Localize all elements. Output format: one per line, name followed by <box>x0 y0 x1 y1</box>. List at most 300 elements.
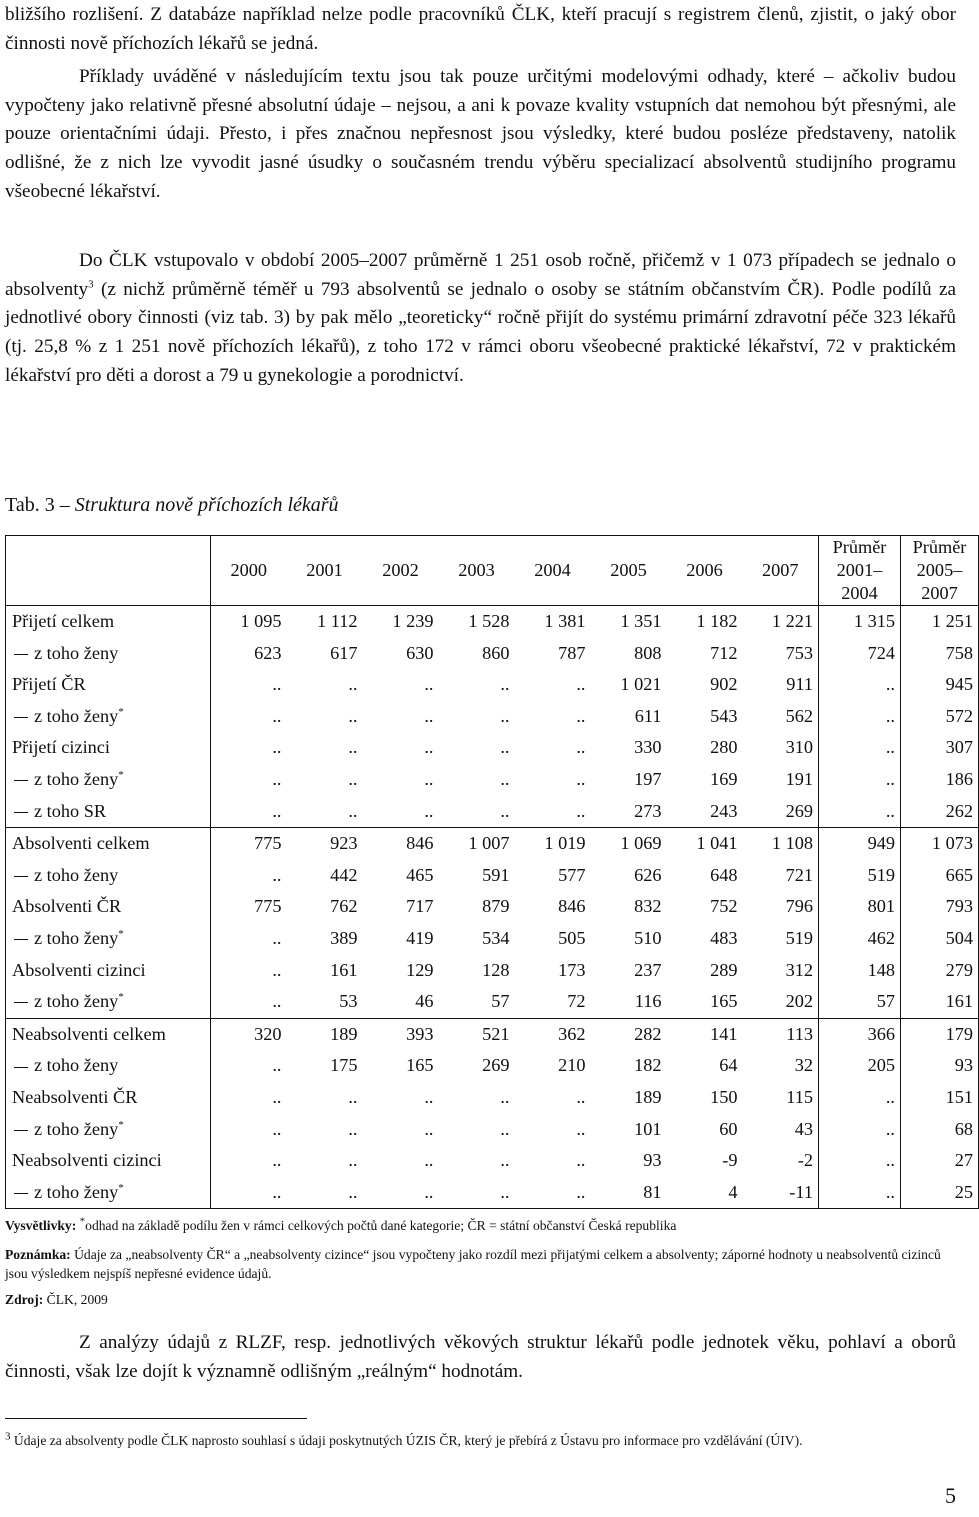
table-cell: .. <box>211 1114 287 1146</box>
table-cell: -2 <box>797 1150 813 1171</box>
table-cell: .. <box>819 796 901 828</box>
table-cell: 205 <box>819 1050 901 1082</box>
header-year: 2005 <box>591 536 667 606</box>
table-cell: .. <box>211 669 287 701</box>
footnote-ref: 3 <box>88 278 94 291</box>
table-cell: 846 <box>406 833 434 854</box>
table-cell: .. <box>500 705 510 726</box>
table-cell: 860 <box>482 642 510 663</box>
table-cell: 665 <box>901 860 979 892</box>
table-cell: 1 073 <box>901 828 979 860</box>
table-row <box>6 828 979 860</box>
table-cell: 210 <box>558 1055 586 1076</box>
table-cell: 173 <box>558 959 586 980</box>
table-cell: 116 <box>591 986 667 1018</box>
dash-mark <box>14 717 28 718</box>
table-cell: .. <box>500 1086 510 1107</box>
table-cell: 1 528 <box>468 611 510 631</box>
row-label <box>6 701 211 733</box>
table-cell: 1 069 <box>620 833 662 854</box>
table-cell: .. <box>211 764 287 796</box>
row-label <box>6 1114 211 1146</box>
dash-mark <box>14 654 28 655</box>
paragraph-intro: bližšího rozlišení. Z databáze například nelze podle pracovníků ČLK, kteří pracují s registrem členů, zjistit, o jaký obor činnosti nově příchozích lékařů se jedná. <box>5 4 956 54</box>
data-table <box>5 535 979 1209</box>
table-cell: 721 <box>785 864 813 885</box>
table-cell: 879 <box>482 896 510 917</box>
table-caption <box>5 492 339 518</box>
table-cell: 762 <box>330 896 358 917</box>
table-row <box>6 1050 979 1082</box>
row-label-text: z toho ženy <box>34 768 119 789</box>
table-cell: 25 <box>901 1177 979 1209</box>
table-cell: 419 <box>406 927 434 948</box>
estimate-star: * <box>118 705 124 718</box>
table-cell: 758 <box>901 638 979 670</box>
table-cell: .. <box>500 1118 510 1139</box>
table-cell: 393 <box>406 1023 434 1044</box>
table-cell: .. <box>363 796 439 828</box>
table-cell: 243 <box>667 796 743 828</box>
table-cell: .. <box>576 737 586 758</box>
row-label-text: Neabsolventi cizinci <box>12 1150 162 1171</box>
table-cell: .. <box>576 1118 586 1139</box>
note-explanations-label: Vysvětlivky: <box>5 1218 77 1233</box>
row-label <box>6 860 211 892</box>
table-cell: 1 315 <box>819 606 901 638</box>
note-remark-text: Údaje za „neabsolventy ČR“ a „neabsolventy cizince“ jsou vypočteny jako rozdíl mezi přijatými celkem a absolventy; záporné hodnoty u neabsolventů cizinců jsou výsledkem nejspíš nepřesné evidence údajů. <box>5 1247 941 1281</box>
row-label-text: Absolventi cizinci <box>12 959 146 980</box>
table-cell: 72 <box>515 986 591 1018</box>
table-cell: 796 <box>785 896 813 917</box>
table-cell: .. <box>500 737 510 758</box>
table-cell: .. <box>348 1150 358 1171</box>
table-cell: 504 <box>901 923 979 955</box>
table-cell: .. <box>211 732 287 764</box>
table-cell: 611 <box>634 705 662 726</box>
header-year: 2007 <box>743 536 819 606</box>
table-cell: .. <box>211 1145 287 1177</box>
table-cell: 591 <box>482 864 510 885</box>
row-label-text: z toho ženy <box>34 1055 119 1076</box>
table-cell: .. <box>211 796 287 828</box>
table-cell: 189 <box>634 1086 662 1107</box>
table-cell: 362 <box>558 1023 586 1044</box>
table-cell: .. <box>211 1050 287 1082</box>
table-cell: .. <box>424 705 434 726</box>
table-cell: 150 <box>710 1086 738 1107</box>
table-cell: 53 <box>287 986 363 1018</box>
table-cell: .. <box>819 1145 901 1177</box>
table-cell: 510 <box>634 927 662 948</box>
table-cell: 289 <box>710 959 738 980</box>
table-caption-label: Tab. 3 <box>5 494 55 516</box>
table-cell: .. <box>348 674 358 695</box>
header-year: 2003 <box>439 536 515 606</box>
table-cell: .. <box>424 1150 434 1171</box>
header-year: 2006 <box>667 536 743 606</box>
note-source-label: Zdroj: <box>5 1292 44 1307</box>
table-cell: 129 <box>406 959 434 980</box>
row-label-text: z toho ženy <box>34 642 119 663</box>
table-row <box>6 1177 979 1209</box>
table-cell: 442 <box>330 864 358 885</box>
table-cell: 923 <box>330 833 358 854</box>
row-label-text: Přijetí cizinci <box>12 737 110 758</box>
table-cell: 165 <box>667 986 743 1018</box>
table-row <box>6 891 979 923</box>
table-cell: 115 <box>786 1086 813 1107</box>
note-explanations <box>5 1216 955 1235</box>
table-cell: 945 <box>901 669 979 701</box>
row-label <box>6 955 211 987</box>
table-cell: 1 108 <box>771 833 813 854</box>
table-cell: .. <box>576 768 586 789</box>
table-cell: .. <box>424 1118 434 1139</box>
header-year: 2000 <box>211 536 287 606</box>
table-cell: .. <box>819 1177 901 1209</box>
note-star: * <box>79 1215 86 1228</box>
table-cell: 1 221 <box>771 611 813 631</box>
table-cell: -11 <box>743 1177 819 1209</box>
note-explanations-text: odhad na základě podílu žen v rámci celkových počtů dané kategorie; ČR = státní občanství Česká republika <box>85 1218 677 1233</box>
footnote-mark: 3 <box>5 1430 11 1443</box>
table-cell: .. <box>211 1177 287 1209</box>
table-cell: .. <box>819 1114 901 1146</box>
table-cell: 186 <box>901 764 979 796</box>
table-caption-sep: – <box>59 494 70 516</box>
dash-mark <box>14 1130 28 1131</box>
dash-mark <box>14 1067 28 1068</box>
table-cell: 1 041 <box>696 833 738 854</box>
table-cell: 949 <box>819 828 901 860</box>
table-row <box>6 955 979 987</box>
row-label <box>6 828 211 860</box>
table-cell: 101 <box>634 1118 662 1139</box>
row-label-text: z toho ženy <box>34 705 119 726</box>
table-row <box>6 1082 979 1114</box>
row-label-text: Přijetí ČR <box>12 674 86 695</box>
table-cell: 1 351 <box>620 611 662 631</box>
row-label <box>6 986 211 1018</box>
table-cell: 182 <box>634 1055 662 1076</box>
table-cell: 161 <box>901 986 979 1018</box>
row-label-text: z toho SR <box>34 800 107 821</box>
row-label-text: Absolventi celkem <box>12 833 150 854</box>
row-label <box>6 638 211 670</box>
table-cell: 724 <box>819 638 901 670</box>
footnote-divider <box>5 1418 307 1419</box>
table-cell: .. <box>819 732 901 764</box>
row-label-text: Neabsolventi ČR <box>12 1086 138 1107</box>
table-cell: 312 <box>785 959 813 980</box>
table-cell: 175 <box>330 1055 358 1076</box>
dash-mark <box>14 876 28 877</box>
dash-mark <box>14 1193 28 1194</box>
table-cell: 1 251 <box>901 606 979 638</box>
table-cell: 775 <box>211 828 287 860</box>
dash-mark <box>14 812 28 813</box>
table-cell: 808 <box>634 642 662 663</box>
table-cell: .. <box>515 796 591 828</box>
table-cell: 169 <box>710 768 738 789</box>
table-cell: 43 <box>794 1118 813 1139</box>
table-cell: .. <box>348 705 358 726</box>
table-cell: 128 <box>482 959 510 980</box>
table-cell: 165 <box>406 1055 434 1076</box>
header-average-line: Průměr <box>832 537 887 557</box>
table-cell: .. <box>500 674 510 695</box>
table-cell: 202 <box>743 986 819 1018</box>
table-cell: .. <box>424 768 434 789</box>
table-cell: 279 <box>901 955 979 987</box>
table-cell: .. <box>576 705 586 726</box>
note-remark-label: Poznámka: <box>5 1247 71 1262</box>
table-cell: 462 <box>819 923 901 955</box>
paragraph-statistics <box>5 247 956 391</box>
table-cell: 366 <box>819 1018 901 1050</box>
table-cell: .. <box>211 701 287 733</box>
table-cell: 465 <box>406 864 434 885</box>
table-cell: 572 <box>901 701 979 733</box>
table-cell: .. <box>211 986 287 1018</box>
table-cell: 1 239 <box>392 611 434 631</box>
table-cell: 1 019 <box>544 833 586 854</box>
table-cell: 330 <box>634 737 662 758</box>
header-average-2001-2004 <box>819 536 901 606</box>
header-year: 2002 <box>363 536 439 606</box>
table-cell: 577 <box>558 864 586 885</box>
row-label-text: z toho ženy <box>34 991 119 1012</box>
table-cell: .. <box>424 1086 434 1107</box>
footnote <box>5 1431 955 1450</box>
table-cell: 310 <box>785 737 813 758</box>
table-cell: 161 <box>330 959 358 980</box>
table-cell: .. <box>576 1150 586 1171</box>
table-row <box>6 669 979 701</box>
table-cell: 141 <box>710 1023 738 1044</box>
table-cell: 801 <box>819 891 901 923</box>
table-cell: 81 <box>591 1177 667 1209</box>
table-header-row <box>6 536 979 606</box>
footnote-text: Údaje za absolventy podle ČLK naprosto souhlasí s údaji poskytnutých ÚZIS ČR, který je přebírá z Ústavu pro informace pro vzdělávání (ÚIV). <box>10 1433 803 1448</box>
row-label <box>6 764 211 796</box>
row-label-text: Absolventi ČR <box>12 896 122 917</box>
row-label <box>6 1018 211 1050</box>
table-cell: 57 <box>439 986 515 1018</box>
table-cell: .. <box>211 1082 287 1114</box>
row-label <box>6 606 211 638</box>
table-cell: 27 <box>901 1145 979 1177</box>
table-cell: 648 <box>710 864 738 885</box>
table-cell: 505 <box>558 927 586 948</box>
table-cell: .. <box>287 796 363 828</box>
table-cell: 519 <box>785 927 813 948</box>
paragraph-analysis: Z analýzy údajů z RLZF, resp. jednotlivých věkových struktur lékařů podle jednotek věku, pohlaví a oborů činnosti, však lze dojít k významně odlišným „reálným“ hodnotám. <box>5 1332 956 1382</box>
table-cell: .. <box>576 1086 586 1107</box>
row-label-text: z toho ženy <box>34 864 119 885</box>
table-cell: 521 <box>482 1023 510 1044</box>
table-cell: 68 <box>901 1114 979 1146</box>
table-cell: 617 <box>330 642 358 663</box>
table-cell: 307 <box>901 732 979 764</box>
table-cell: 534 <box>482 927 510 948</box>
table-row <box>6 701 979 733</box>
estimate-star: * <box>118 1181 124 1194</box>
table-cell: .. <box>363 1177 439 1209</box>
table-cell: .. <box>348 1118 358 1139</box>
table-cell: 1 095 <box>211 606 287 638</box>
row-label-text: Přijetí celkem <box>12 611 115 631</box>
row-label <box>6 891 211 923</box>
table-cell: .. <box>348 1086 358 1107</box>
table-cell: 1 182 <box>696 611 738 631</box>
table-row <box>6 1018 979 1050</box>
dash-mark <box>14 780 28 781</box>
table-cell: .. <box>211 955 287 987</box>
header-label-cell <box>6 536 211 606</box>
row-label <box>6 796 211 828</box>
table-cell: 483 <box>710 927 738 948</box>
table-cell: 32 <box>794 1055 813 1076</box>
table-body <box>6 606 979 1209</box>
note-remark <box>5 1245 955 1283</box>
table-cell: 793 <box>901 891 979 923</box>
row-label <box>6 923 211 955</box>
table-cell: 273 <box>591 796 667 828</box>
table-cell: .. <box>211 923 287 955</box>
table-cell: .. <box>439 796 515 828</box>
paragraph-statistics-part2: (z nichž průměrně téměř u 793 absolventů se jednalo o osoby se státním občanstvím ČR). Podle podílů za jednotlivé obory činnosti (viz tab. 3) by pak mělo „teoreticky“ ročně přijít do systému primární zdravotní péče 323 lékařů (tj. 25,8 % z 1 251 nově příchozích lékařů), z toho 172 v rámci oboru všeobecné praktické lékařství, 72 v praktickém lékařství pro děti a dorost a 79 u gynekologie a porodnictví. <box>5 278 956 386</box>
table-row <box>6 606 979 638</box>
paragraph-models: Příklady uváděné v následujícím textu jsou tak pouze určitými modelovými odhady, které – ačkoliv budou vypočteny jako relativně přesné absolutní údaje – nejsou, a ani k povaze kvality vstupních dat nemohou být přesnými, ale pouze orientačními údaji. Přesto, i přes značnou nepřesnost jsou výsledky, které budou posléze představeny, natolik odlišné, že z nich lze vyvodit jasné úsudky o současném trendu výběru specializací absolventů studijního programu všeobecné lékařství. <box>5 66 956 202</box>
table-cell: 280 <box>710 737 738 758</box>
table-cell: .. <box>819 1082 901 1114</box>
table-cell: 775 <box>211 891 287 923</box>
table-cell: 269 <box>482 1055 510 1076</box>
table-cell: 282 <box>634 1023 662 1044</box>
table-row <box>6 986 979 1018</box>
table-cell: 151 <box>901 1082 979 1114</box>
table-cell: 46 <box>363 986 439 1018</box>
paragraph-statistics-part1: Do ČLK vstupovalo v období 2005–2007 průměrně 1 251 osob ročně, přičemž v 1 073 případech se jednalo o absolventy <box>5 250 956 300</box>
table-cell: 60 <box>719 1118 738 1139</box>
table-cell: 562 <box>785 705 813 726</box>
row-label-text: z toho ženy <box>34 1118 119 1139</box>
header-year: 2004 <box>515 536 591 606</box>
table-cell: .. <box>211 860 287 892</box>
table-cell: 197 <box>634 768 662 789</box>
table-cell: 846 <box>558 896 586 917</box>
table-cell: 57 <box>819 986 901 1018</box>
row-label-text: Neabsolventi celkem <box>12 1023 166 1044</box>
estimate-star: * <box>118 991 124 1004</box>
table-cell: 113 <box>786 1023 813 1044</box>
header-average-line: Průměr <box>912 537 967 557</box>
row-label <box>6 669 211 701</box>
table-cell: 623 <box>211 638 287 670</box>
table-cell: 753 <box>785 642 813 663</box>
table-row <box>6 1114 979 1146</box>
table-row <box>6 638 979 670</box>
row-label <box>6 1082 211 1114</box>
estimate-star: * <box>118 927 124 940</box>
table-cell: 1 021 <box>620 674 662 695</box>
table-cell: 191 <box>785 768 813 789</box>
header-average-2005-2007 <box>901 536 979 606</box>
table-cell: .. <box>576 674 586 695</box>
row-label-text: z toho ženy <box>34 927 119 948</box>
table-cell: 911 <box>786 674 813 695</box>
table-row <box>6 1145 979 1177</box>
table-cell: 1 007 <box>468 833 510 854</box>
estimate-star: * <box>118 1118 124 1131</box>
table-cell: 712 <box>710 642 738 663</box>
table-cell: .. <box>500 768 510 789</box>
table-cell: .. <box>439 1177 515 1209</box>
header-average-line: 2001– <box>836 560 883 580</box>
row-label <box>6 1177 211 1209</box>
note-source-text: ČLK, 2009 <box>46 1292 108 1307</box>
table-cell: 320 <box>211 1018 287 1050</box>
table-cell: 717 <box>406 896 434 917</box>
table-cell: .. <box>424 737 434 758</box>
table-cell: 189 <box>330 1023 358 1044</box>
table-cell: 4 <box>667 1177 743 1209</box>
table-cell: .. <box>819 701 901 733</box>
table-cell: 148 <box>819 955 901 987</box>
table-cell: 93 <box>643 1150 662 1171</box>
table-cell: 64 <box>719 1055 738 1076</box>
header-average-line: 2007 <box>921 583 958 603</box>
table-cell: 389 <box>330 927 358 948</box>
table-cell: 832 <box>634 896 662 917</box>
table-cell: 1 381 <box>544 611 586 631</box>
table-cell: 519 <box>819 860 901 892</box>
table-cell: 902 <box>710 674 738 695</box>
table-cell: .. <box>819 764 901 796</box>
table-cell: .. <box>287 1177 363 1209</box>
table-cell: .. <box>819 669 901 701</box>
header-year: 2001 <box>287 536 363 606</box>
table-row <box>6 796 979 828</box>
table-cell: 93 <box>901 1050 979 1082</box>
table-row <box>6 732 979 764</box>
header-average-line: 2004 <box>841 583 878 603</box>
table-cell: 179 <box>901 1018 979 1050</box>
table-row <box>6 860 979 892</box>
table-cell: .. <box>500 1150 510 1171</box>
row-label <box>6 1145 211 1177</box>
table-cell: .. <box>348 768 358 789</box>
table-cell: .. <box>515 1177 591 1209</box>
table-cell: .. <box>424 674 434 695</box>
table-cell: 269 <box>743 796 819 828</box>
table-cell: 630 <box>406 642 434 663</box>
table-row <box>6 764 979 796</box>
table-cell: 787 <box>558 642 586 663</box>
table-cell: -9 <box>722 1150 738 1171</box>
row-label <box>6 1050 211 1082</box>
table-cell: 237 <box>634 959 662 980</box>
dash-mark <box>14 1002 28 1003</box>
table-cell: 752 <box>710 896 738 917</box>
table-cell: 262 <box>901 796 979 828</box>
table-cell: .. <box>348 737 358 758</box>
header-average-line: 2005– <box>916 560 963 580</box>
note-source <box>5 1290 955 1309</box>
page-number: 5 <box>945 1483 956 1508</box>
